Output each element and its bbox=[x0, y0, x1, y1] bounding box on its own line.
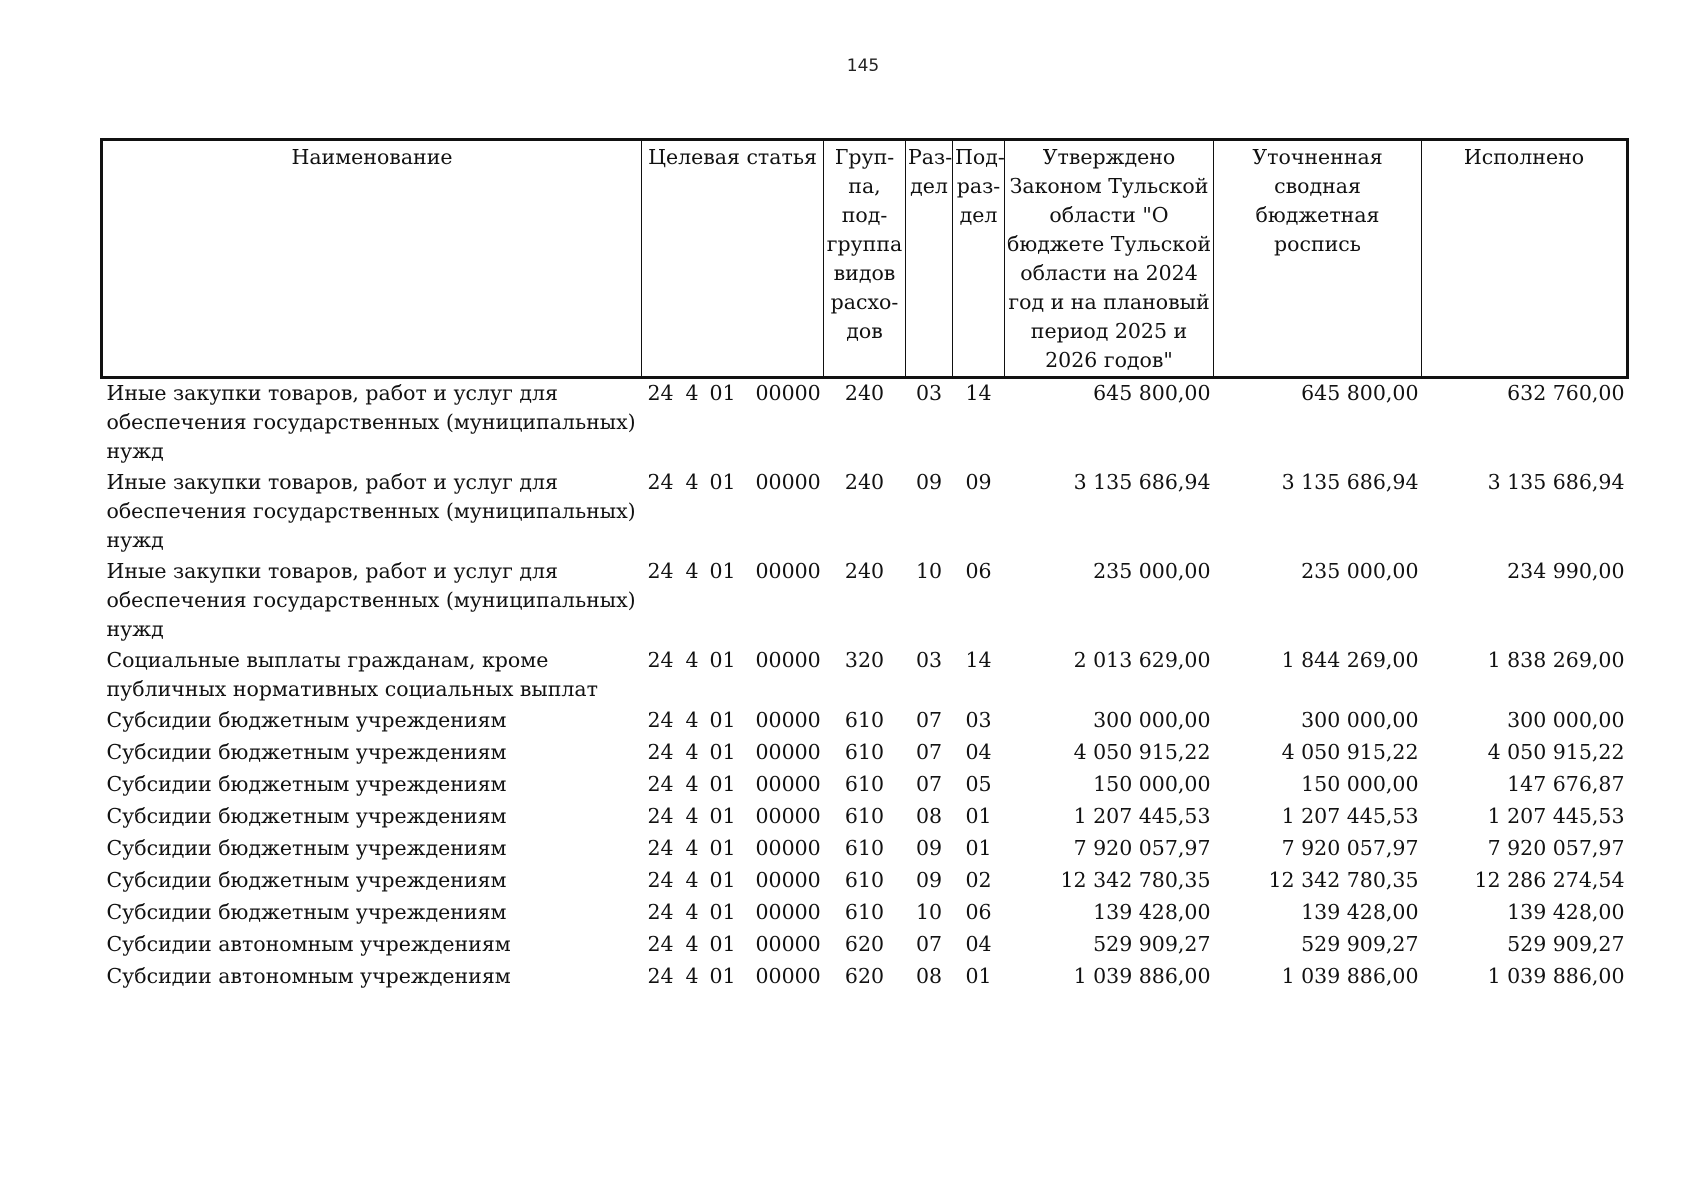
target-part: 01 bbox=[709, 470, 736, 494]
target-part: 4 bbox=[685, 772, 699, 796]
target-part: 00000 bbox=[755, 932, 821, 956]
row-executed: 3 135 686,94 bbox=[1487, 470, 1625, 494]
row-group: 610 bbox=[844, 868, 885, 892]
row-refined: 4 050 915,22 bbox=[1281, 740, 1419, 764]
row-section: 10 bbox=[915, 900, 943, 924]
target-part: 01 bbox=[709, 648, 736, 672]
row-executed: 139 428,00 bbox=[1507, 900, 1625, 924]
row-refined: 1 039 886,00 bbox=[1281, 964, 1419, 988]
target-part: 24 bbox=[647, 740, 674, 764]
row-group: 620 bbox=[844, 932, 885, 956]
table-row bbox=[102, 378, 1628, 469]
row-approved: 4 050 915,22 bbox=[1073, 740, 1211, 764]
row-section: 07 bbox=[915, 740, 943, 764]
row-refined: 1 844 269,00 bbox=[1281, 648, 1419, 672]
row-target bbox=[642, 378, 824, 469]
table-row bbox=[102, 706, 1628, 738]
row-name: Субсидии бюджетным учреждениям bbox=[106, 804, 507, 828]
target-part: 01 bbox=[709, 868, 736, 892]
target-part: 4 bbox=[685, 740, 699, 764]
table-body bbox=[102, 378, 1628, 995]
row-section: 10 bbox=[915, 559, 943, 583]
row-subsection: 14 bbox=[965, 648, 992, 672]
row-subsection: 04 bbox=[965, 932, 992, 956]
target-part: 24 bbox=[647, 648, 674, 672]
table-row bbox=[102, 770, 1628, 802]
row-group: 610 bbox=[844, 804, 885, 828]
row-subsection: 06 bbox=[965, 900, 992, 924]
row-group: 610 bbox=[844, 772, 885, 796]
row-section: 03 bbox=[915, 381, 943, 405]
row-refined: 529 909,27 bbox=[1301, 932, 1419, 956]
row-approved: 150 000,00 bbox=[1093, 772, 1211, 796]
row-name: Субсидии автономным учреждениям bbox=[106, 964, 511, 988]
target-part: 01 bbox=[709, 772, 736, 796]
row-refined: 3 135 686,94 bbox=[1281, 470, 1419, 494]
row-executed: 632 760,00 bbox=[1507, 381, 1625, 405]
table-header-row bbox=[102, 140, 1628, 378]
row-group: 610 bbox=[844, 900, 885, 924]
target-part: 4 bbox=[685, 804, 699, 828]
row-name: Субсидии бюджетным учреждениям bbox=[106, 708, 507, 732]
row-executed: 1 207 445,53 bbox=[1487, 804, 1625, 828]
row-target bbox=[642, 468, 824, 557]
row-name: Субсидии автономным учреждениям bbox=[106, 932, 511, 956]
row-subsection: 04 bbox=[965, 740, 992, 764]
row-subsection: 06 bbox=[965, 559, 992, 583]
row-subsection: 01 bbox=[965, 836, 992, 860]
target-part: 01 bbox=[709, 900, 736, 924]
target-part: 01 bbox=[709, 836, 736, 860]
row-approved: 300 000,00 bbox=[1093, 708, 1211, 732]
target-part: 4 bbox=[685, 932, 699, 956]
target-part: 01 bbox=[709, 708, 736, 732]
row-group: 610 bbox=[844, 836, 885, 860]
target-part: 4 bbox=[685, 868, 699, 892]
row-executed: 147 676,87 bbox=[1507, 772, 1625, 796]
row-approved: 1 207 445,53 bbox=[1073, 804, 1211, 828]
row-subsection: 03 bbox=[965, 708, 992, 732]
header-subsection: Под-раз-дел bbox=[953, 140, 1005, 378]
target-part: 24 bbox=[647, 772, 674, 796]
row-refined: 139 428,00 bbox=[1301, 900, 1419, 924]
target-part: 4 bbox=[685, 900, 699, 924]
row-refined: 12 342 780,35 bbox=[1268, 868, 1419, 892]
target-part: 01 bbox=[709, 559, 736, 583]
target-part: 00000 bbox=[755, 868, 821, 892]
target-part: 4 bbox=[685, 470, 699, 494]
row-section: 09 bbox=[915, 470, 943, 494]
table-row bbox=[102, 557, 1628, 646]
target-part: 00000 bbox=[755, 804, 821, 828]
target-part: 24 bbox=[647, 868, 674, 892]
row-name: Иные закупки товаров, работ и услуг для обеспечения государственных (муниципальных) нужд bbox=[106, 381, 636, 463]
target-part: 00000 bbox=[755, 708, 821, 732]
target-part: 4 bbox=[685, 381, 699, 405]
table-row bbox=[102, 468, 1628, 557]
row-subsection: 05 bbox=[965, 772, 992, 796]
target-part: 00000 bbox=[755, 900, 821, 924]
target-part: 24 bbox=[647, 470, 674, 494]
page-number: 145 bbox=[846, 56, 880, 76]
table-row bbox=[102, 834, 1628, 866]
budget-table bbox=[100, 138, 1629, 994]
row-name: Социальные выплаты гражданам, кроме публичных нормативных социальных выплат bbox=[106, 648, 598, 701]
target-part: 01 bbox=[709, 804, 736, 828]
row-target bbox=[642, 898, 824, 930]
row-target bbox=[642, 834, 824, 866]
target-part: 00000 bbox=[755, 772, 821, 796]
row-group: 620 bbox=[844, 964, 885, 988]
table-row bbox=[102, 962, 1628, 994]
row-subsection: 14 bbox=[965, 381, 992, 405]
row-refined: 1 207 445,53 bbox=[1281, 804, 1419, 828]
row-target bbox=[642, 930, 824, 962]
row-executed: 234 990,00 bbox=[1507, 559, 1625, 583]
header-group: Груп-па, под-группа видов расхо-дов bbox=[824, 140, 906, 378]
table-row bbox=[102, 866, 1628, 898]
table-row bbox=[102, 738, 1628, 770]
target-part: 01 bbox=[709, 740, 736, 764]
row-section: 07 bbox=[915, 932, 943, 956]
row-approved: 7 920 057,97 bbox=[1073, 836, 1211, 860]
target-part: 00000 bbox=[755, 740, 821, 764]
row-section: 08 bbox=[915, 804, 943, 828]
row-group: 240 bbox=[844, 559, 885, 583]
target-part: 00000 bbox=[755, 836, 821, 860]
table-row bbox=[102, 646, 1628, 706]
target-part: 24 bbox=[647, 932, 674, 956]
target-part: 4 bbox=[685, 648, 699, 672]
table-row bbox=[102, 930, 1628, 962]
row-executed: 300 000,00 bbox=[1507, 708, 1625, 732]
row-refined: 645 800,00 bbox=[1301, 381, 1419, 405]
row-approved: 12 342 780,35 bbox=[1060, 868, 1211, 892]
row-approved: 139 428,00 bbox=[1093, 900, 1211, 924]
row-executed: 1 838 269,00 bbox=[1487, 648, 1625, 672]
target-part: 4 bbox=[685, 836, 699, 860]
header-target: Целевая статья bbox=[642, 140, 824, 378]
row-group: 240 bbox=[844, 381, 885, 405]
row-name: Субсидии бюджетным учреждениям bbox=[106, 868, 507, 892]
row-target bbox=[642, 646, 824, 706]
target-part: 00000 bbox=[755, 381, 821, 405]
row-section: 08 bbox=[915, 964, 943, 988]
row-name: Субсидии бюджетным учреждениям bbox=[106, 740, 507, 764]
row-refined: 235 000,00 bbox=[1301, 559, 1419, 583]
row-target bbox=[642, 738, 824, 770]
target-part: 4 bbox=[685, 708, 699, 732]
target-part: 24 bbox=[647, 964, 674, 988]
row-group: 610 bbox=[844, 708, 885, 732]
row-name: Субсидии бюджетным учреждениям bbox=[106, 900, 507, 924]
row-section: 09 bbox=[915, 868, 943, 892]
row-approved: 2 013 629,00 bbox=[1073, 648, 1211, 672]
header-refined: Уточненная сводная бюджетная роспись bbox=[1214, 140, 1422, 378]
table-row bbox=[102, 898, 1628, 930]
row-section: 07 bbox=[915, 772, 943, 796]
target-part: 24 bbox=[647, 900, 674, 924]
row-target bbox=[642, 557, 824, 646]
target-part: 24 bbox=[647, 559, 674, 583]
target-part: 01 bbox=[709, 381, 736, 405]
row-executed: 529 909,27 bbox=[1507, 932, 1625, 956]
row-approved: 645 800,00 bbox=[1093, 381, 1211, 405]
target-part: 00000 bbox=[755, 964, 821, 988]
row-executed: 4 050 915,22 bbox=[1487, 740, 1625, 764]
row-section: 07 bbox=[915, 708, 943, 732]
target-part: 4 bbox=[685, 964, 699, 988]
row-subsection: 01 bbox=[965, 964, 992, 988]
row-target bbox=[642, 962, 824, 994]
row-subsection: 01 bbox=[965, 804, 992, 828]
row-group: 320 bbox=[844, 648, 885, 672]
row-section: 09 bbox=[915, 836, 943, 860]
row-name: Субсидии бюджетным учреждениям bbox=[106, 836, 507, 860]
target-part: 01 bbox=[709, 932, 736, 956]
target-part: 24 bbox=[647, 836, 674, 860]
row-executed: 7 920 057,97 bbox=[1487, 836, 1625, 860]
row-group: 240 bbox=[844, 470, 885, 494]
target-part: 00000 bbox=[755, 648, 821, 672]
header-approved: Утверждено Законом Тульской области "О бюджете Тульской области на 2024 год и на плановый период 2025 и 2026 годов" bbox=[1005, 140, 1214, 378]
target-part: 00000 bbox=[755, 559, 821, 583]
row-name: Субсидии бюджетным учреждениям bbox=[106, 772, 507, 796]
target-part: 00000 bbox=[755, 470, 821, 494]
row-approved: 3 135 686,94 bbox=[1073, 470, 1211, 494]
header-executed: Исполнено bbox=[1422, 140, 1628, 378]
row-target bbox=[642, 770, 824, 802]
row-refined: 7 920 057,97 bbox=[1281, 836, 1419, 860]
row-target bbox=[642, 866, 824, 898]
row-subsection: 09 bbox=[965, 470, 992, 494]
row-refined: 300 000,00 bbox=[1301, 708, 1419, 732]
target-part: 4 bbox=[685, 559, 699, 583]
row-refined: 150 000,00 bbox=[1301, 772, 1419, 796]
header-section: Раз-дел bbox=[906, 140, 953, 378]
row-name: Иные закупки товаров, работ и услуг для обеспечения государственных (муниципальных) нужд bbox=[106, 470, 636, 552]
table-row bbox=[102, 802, 1628, 834]
row-approved: 529 909,27 bbox=[1093, 932, 1211, 956]
row-name: Иные закупки товаров, работ и услуг для обеспечения государственных (муниципальных) нужд bbox=[106, 559, 636, 641]
target-part: 24 bbox=[647, 381, 674, 405]
row-subsection: 02 bbox=[965, 868, 992, 892]
row-target bbox=[642, 706, 824, 738]
target-part: 24 bbox=[647, 804, 674, 828]
row-target bbox=[642, 802, 824, 834]
header-name: Наименование bbox=[102, 140, 642, 378]
target-part: 24 bbox=[647, 708, 674, 732]
target-part: 01 bbox=[709, 964, 736, 988]
row-approved: 1 039 886,00 bbox=[1073, 964, 1211, 988]
row-executed: 12 286 274,54 bbox=[1474, 868, 1625, 892]
row-section: 03 bbox=[915, 648, 943, 672]
row-executed: 1 039 886,00 bbox=[1487, 964, 1625, 988]
row-group: 610 bbox=[844, 740, 885, 764]
row-approved: 235 000,00 bbox=[1093, 559, 1211, 583]
